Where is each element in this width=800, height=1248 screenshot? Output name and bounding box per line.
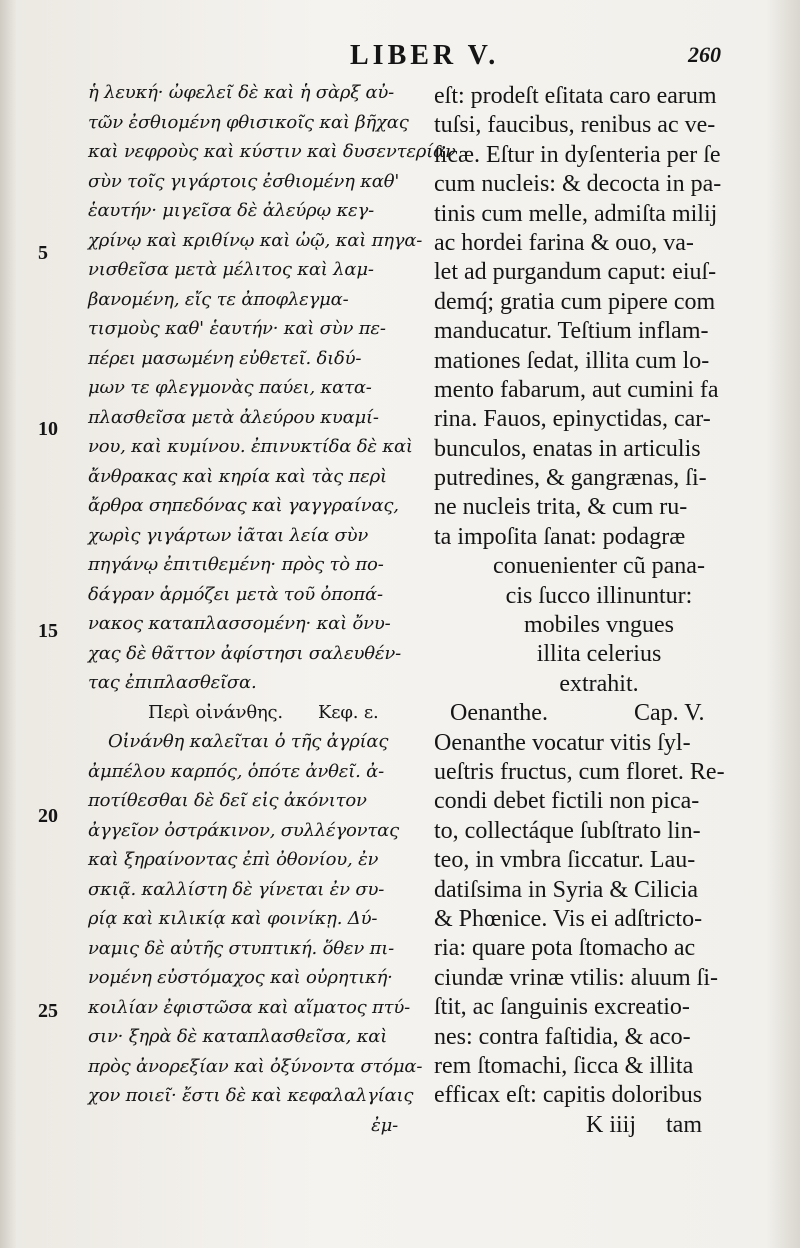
latin-line: manducatur. Teſtium inflam- [434, 318, 709, 345]
latin-line: ria: quare pota ſtomacho ac [434, 935, 696, 962]
greek-line: καὶ νεφροὺς καὶ κύστιν καὶ δυσεντερίαν [88, 141, 456, 162]
latin-line: & Phœnice. Vis ei adſtricto- [434, 905, 703, 932]
latin-line: condi debet fictili non pica- [434, 788, 700, 815]
greek-line: νομένη εὐστόμαχος καὶ οὐρητική· [88, 967, 393, 988]
greek-line: βανομένη, εἴς τε ἀποφλεγμα- [88, 288, 349, 310]
greek-chapter-number: Κεφ. ε. [318, 701, 379, 723]
latin-column [434, 82, 764, 1140]
margin-line-number: 5 [38, 242, 48, 264]
latin-line: nes: contra faſtidia, & aco- [434, 1023, 691, 1050]
latin-tapered-line: extrahit. [559, 670, 639, 697]
latin-line: mento fabarum, aut cumini fa [434, 376, 719, 403]
latin-tapered-line: conuenienter cũ pana- [493, 553, 705, 580]
greek-line: τας ἐπιπλασθεῖσα. [88, 672, 257, 693]
latin-line: efficax eſt: capitis doloribus [434, 1082, 703, 1109]
greek-line: δάγραν ἁρμόζει μετὰ τοῦ ὀποπά- [88, 583, 383, 605]
latin-tapered-line: mobiles vngues [524, 612, 674, 639]
latin-line: datiſsima in Syria & Cilicia [434, 876, 698, 903]
greek-line: χας δὲ θᾶττον ἀφίστησι σαλευθέν- [88, 642, 401, 664]
greek-line: μων τε φλεγμονὰς παύει, κατα- [88, 377, 372, 398]
latin-line: teo, in vmbra ſiccatur. Lau- [434, 847, 696, 874]
folio-number: 260 [688, 42, 721, 67]
greek-line: ἄνθρακας καὶ κηρία καὶ τὰς περὶ [88, 465, 387, 487]
latin-line: eſt: prodeſt eſitata caro earum [434, 83, 717, 109]
greek-line: ποτίθεσθαι δὲ δεῖ εἰς ἀκόνιτον [88, 790, 367, 811]
greek-line: ἡ λευκή· ὠφελεῖ δὲ καὶ ἡ σὰρξ αὐ- [88, 82, 395, 103]
page-gutter-shadow [0, 0, 16, 1248]
latin-line: ne nucleis trita, & cum ru- [434, 494, 688, 521]
greek-line: σὺν τοῖς γιγάρτοις ἐσθιομένη καθ' [88, 170, 400, 192]
greek-line: νακος καταπλασσομένη· καὶ ὄνυ- [88, 613, 391, 634]
latin-line: bunculos, enatas in articulis [434, 435, 701, 462]
latin-line: cum nucleis: & decocta in pa- [434, 171, 722, 198]
latin-line: ciundæ vrinæ vtilis: aluum ſi- [434, 964, 718, 991]
latin-line: ta impoſita ſanat: podagræ [434, 523, 686, 550]
latin-tapered-line: cis ſucco illinuntur: [505, 582, 693, 609]
greek-line: σκιᾷ. καλλίστη δὲ γίνεται ἐν συ- [88, 878, 385, 900]
latin-chapter-heading [434, 699, 764, 728]
greek-line: τῶν ἐσθιομένη φθισικοῖς καὶ βῆχας [88, 111, 409, 133]
running-head: LIBER V. [350, 40, 500, 71]
greek-chapter-title: Περὶ οἰνάνθης. [148, 701, 283, 723]
greek-line: πρὸς ἀνορεξίαν καὶ ὀξύνοντα στόμα- [88, 1055, 423, 1077]
greek-line: χρίνῳ καὶ κριθίνῳ καὶ ὠῷ, καὶ πηγα- [88, 229, 423, 251]
greek-line: καὶ ξηραίνοντας ἐπὶ ὀθονίου, ἐν [88, 849, 379, 870]
signature-mark: K iiij [585, 1111, 636, 1138]
latin-line: ueſtris fructus, cum floret. Re- [434, 758, 725, 785]
greek-line: πηγάνῳ ἐπιτιθεμένη· πρὸς τὸ πο- [88, 554, 384, 575]
margin-line-number: 25 [38, 1000, 58, 1022]
latin-tapered-line: illita celerius [536, 641, 662, 668]
greek-line: τισμοὺς καθ' ἑαυτήν· καὶ σὺν πε- [88, 318, 386, 339]
latin-line: mationes ſedat, illita cum lo- [434, 347, 710, 374]
latin-line: rem ſtomachi, ſicca & illita [434, 1052, 694, 1079]
latin-line: Oenanthe vocatur vitis ſyl- [434, 729, 691, 756]
latin-line: demq́; gratia cum pipere com [434, 288, 716, 315]
latin-chapter-title: Oenanthe. [450, 700, 548, 727]
margin-line-number: 10 [38, 418, 58, 440]
catchword: tam [666, 1111, 702, 1138]
greek-line: κοιλίαν ἐφιστῶσα καὶ αἵματος πτύ- [88, 996, 411, 1018]
greek-line: πέρει μασωμένη εὐθετεῖ. διδύ- [88, 347, 362, 369]
greek-line: ἀμπέλου καρπός, ὁπότε ἀνθεῖ. ἀ- [88, 760, 384, 782]
greek-line: ναμις δὲ αὐτῆς στυπτική. ὅθεν πι- [88, 937, 394, 959]
greek-line: νισθεῖσα μετὰ μέλιτος καὶ λαμ- [88, 259, 374, 280]
greek-line: χωρὶς γιγάρτων ἰᾶται λεία σὺν [88, 524, 369, 546]
latin-line: putredines, & gangrænas, ſi- [434, 465, 707, 492]
greek-line: πλασθεῖσα μετὰ ἀλεύρου κυαμί- [88, 406, 379, 428]
greek-line: ἄρθρα σηπεδόνας καὶ γαγγραίνας, [88, 495, 399, 516]
greek-line: σιν· ξηρὰ δὲ καταπλασθεῖσα, καὶ [88, 1026, 388, 1047]
margin-line-number: 20 [38, 805, 58, 827]
greek-line: ἑαυτήν· μιγεῖσα δὲ ἀλεύρῳ κεγ- [88, 200, 374, 221]
greek-line: Οἰνάνθη καλεῖται ὁ τῆς ἀγρίας [108, 731, 389, 752]
greek-line: ἀγγεῖον ὀστράκινον, συλλέγοντας [88, 819, 399, 841]
margin-line-number: 15 [38, 620, 58, 642]
latin-chapter-number: Cap. V. [634, 700, 705, 727]
latin-line: ac hordei farina & ouo, va- [434, 229, 694, 256]
greek-column [88, 78, 456, 1140]
greek-line: νου, καὶ κυμίνου. ἐπινυκτίδα δὲ καὶ [88, 436, 413, 457]
latin-line: tuſsi, faucibus, renibus ac ve- [434, 112, 716, 139]
greek-line: χον ποιεῖ· ἔστι δὲ καὶ κεφαλαλγίαις [88, 1085, 414, 1106]
page-edge-shadow [766, 0, 800, 1248]
latin-line: rina. Fauos, epinyctidas, car- [434, 406, 711, 433]
greek-line: ρίᾳ καὶ κιλικίᾳ καὶ φοινίκῃ. Δύ- [88, 908, 378, 929]
latin-line: to, collectáque ſubſtrato lin- [434, 817, 701, 844]
latin-line: ſicæ. Eſtur in dyſenteria per ſe [434, 141, 721, 168]
latin-line: let ad purgandum caput: eiuſ- [434, 259, 717, 286]
latin-line: ſtit, ac ſanguinis excreatio- [434, 994, 690, 1021]
latin-line: tinis cum melle, admiſta milij [434, 200, 718, 227]
greek-catchword: ἐμ- [371, 1114, 398, 1136]
greek-chapter-heading [88, 698, 418, 728]
signature-line [434, 1111, 764, 1140]
